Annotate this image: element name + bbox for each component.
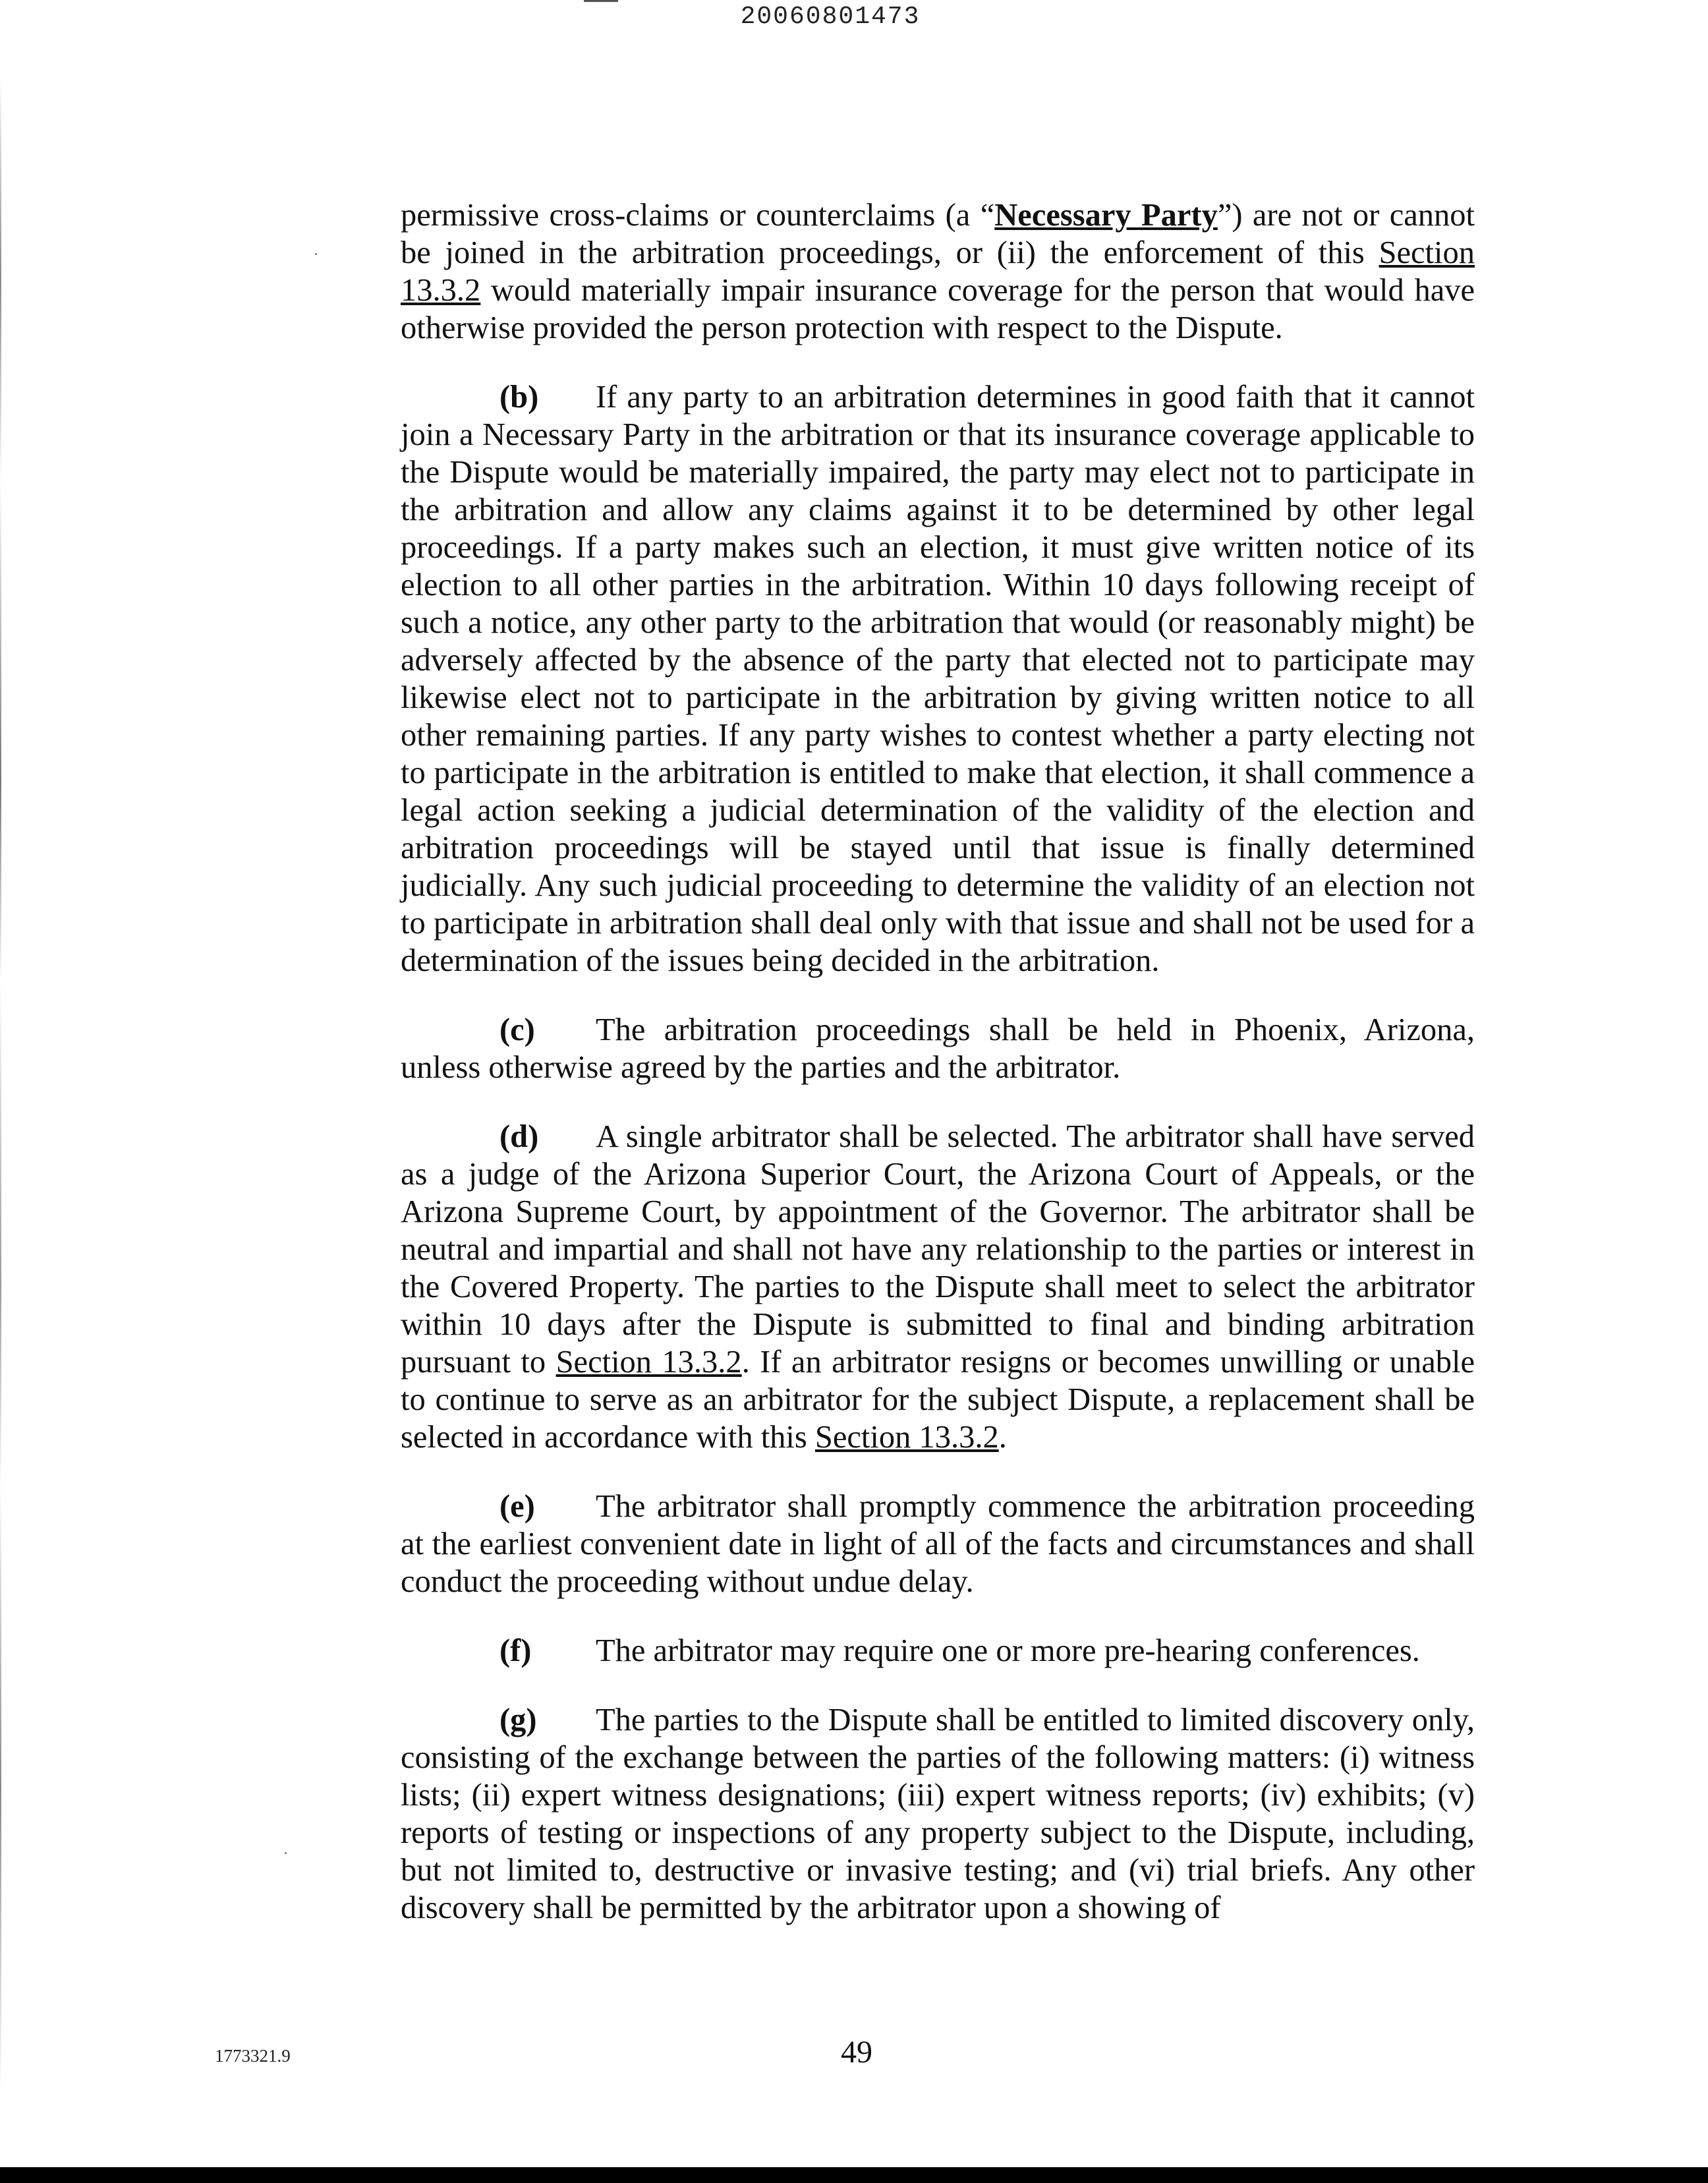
text-run: permissive cross-claims or counterclaims (a “ [401, 198, 995, 233]
paragraph-c [401, 1011, 1475, 1086]
page-number: 49 [841, 2035, 872, 2070]
scan-speck [285, 1852, 287, 1854]
scan-edge [0, 79, 1, 2089]
document-number: 20060801473 [740, 3, 921, 31]
paragraph-label: (f) [499, 1633, 532, 1668]
paragraph-text: . [998, 1420, 1007, 1455]
paragraph-label: (g) [499, 1703, 537, 1737]
paragraph-text: . If an arbitrator resigns or becomes unwilling or unable to continue to serve as an arbitrator for the subject Dispute, a replacement shall be selected in accordance with this [401, 1345, 1475, 1455]
paragraph-continuation [401, 196, 1475, 347]
paragraph-f [401, 1632, 1475, 1670]
paragraph-text: If any party to an arbitration determines in good faith that it cannot join a Necessary Party in the arbitration or that its insurance coverage applicable to the Dispute would be materially impaired, the party may elect not to participate in the arbitration and allow any claims against it to be determined by other legal proceedings. If a party makes such an election, it must give written notice of its election to all other parties in the arbitration. Within 10 days following receipt of such a notice, any other party to the arbitration that would (or reasonably might) be adversely affected by the absence of the party that elected not to participate may likewise elect not to participate in the arbitration by giving written notice to all other remaining parties. If any party wishes to contest whether a party electing not to participate in the arbitration is entitled to make that election, it shall commence a legal action seeking a judicial determination of the validity of the election and arbitration proceedings will be stayed until that issue is finally determined judicially. Any such judicial proceeding to determine the validity of an election not to participate in arbitration shall deal only with that issue and shall not be used for a determination of the issues being decided in the arbitration. [401, 380, 1475, 978]
footer-document-id: 1773321.9 [215, 2046, 291, 2066]
section-reference: Section 13.3.2 [555, 1345, 742, 1380]
paragraph-text: The arbitrator may require one or more pre-hearing conferences. [596, 1633, 1420, 1668]
paragraph-text: The arbitration proceedings shall be held in Phoenix, Arizona, unless otherwise agreed by the parties and the arbitrator. [401, 1012, 1475, 1085]
header-rule [584, 0, 618, 2]
section-reference: Section 13.3.2 [814, 1420, 999, 1455]
paragraph-e [401, 1488, 1475, 1600]
paragraph-b [401, 378, 1475, 979]
scan-bottom-border [0, 2167, 1708, 2183]
defined-term: Necessary Party [994, 198, 1218, 233]
paragraph-text: The parties to the Dispute shall be entitled to limited discovery only, consisting of the exchange between the parties of the following matters: (i) witness lists; (ii) expert witness designations; (iii) expert witness reports; (iv) exhibits; (v) reports of testing or inspections of any property subject to the Dispute, including, but not limited to, destructive or invasive testing; and (vi) trial briefs. Any other discovery shall be permitted by the arbitrator upon a showing of [401, 1703, 1475, 1925]
paragraph-d [401, 1118, 1475, 1456]
paragraph-label: (b) [499, 380, 539, 415]
text-run: would materially impair insurance coverage for the person that would have otherwise provided the person protection with respect to the Dispute. [401, 273, 1475, 345]
text-run: ”) are not or cannot be joined in the arbitration proceedings, or (ii) the enforcement of this [401, 198, 1475, 270]
paragraph-text: A single arbitrator shall be selected. The arbitrator shall have served as a judge of the Arizona Superior Court, the Arizona Court of Appeals, or the Arizona Supreme Court, by appointment of the Governor. The arbitrator shall be neutral and impartial and shall not have any relationship to the parties or interest in the Covered Property. The parties to the Dispute shall meet to select the arbitrator within 10 days after the Dispute is submitted to final and binding arbitration pursuant to [401, 1119, 1475, 1380]
document-body [401, 196, 1475, 1958]
section-reference: Section 13.3.2 [401, 235, 1475, 308]
paragraph-label: (e) [499, 1489, 535, 1524]
scan-speck [315, 253, 317, 255]
paragraph-label: (c) [499, 1012, 535, 1047]
paragraph-text: The arbitrator shall promptly commence the arbitration proceeding at the earliest convenient date in light of all of the facts and circumstances and shall conduct the proceeding without undue delay. [401, 1489, 1475, 1599]
paragraph-g [401, 1701, 1475, 1927]
paragraph-label: (d) [499, 1119, 539, 1154]
